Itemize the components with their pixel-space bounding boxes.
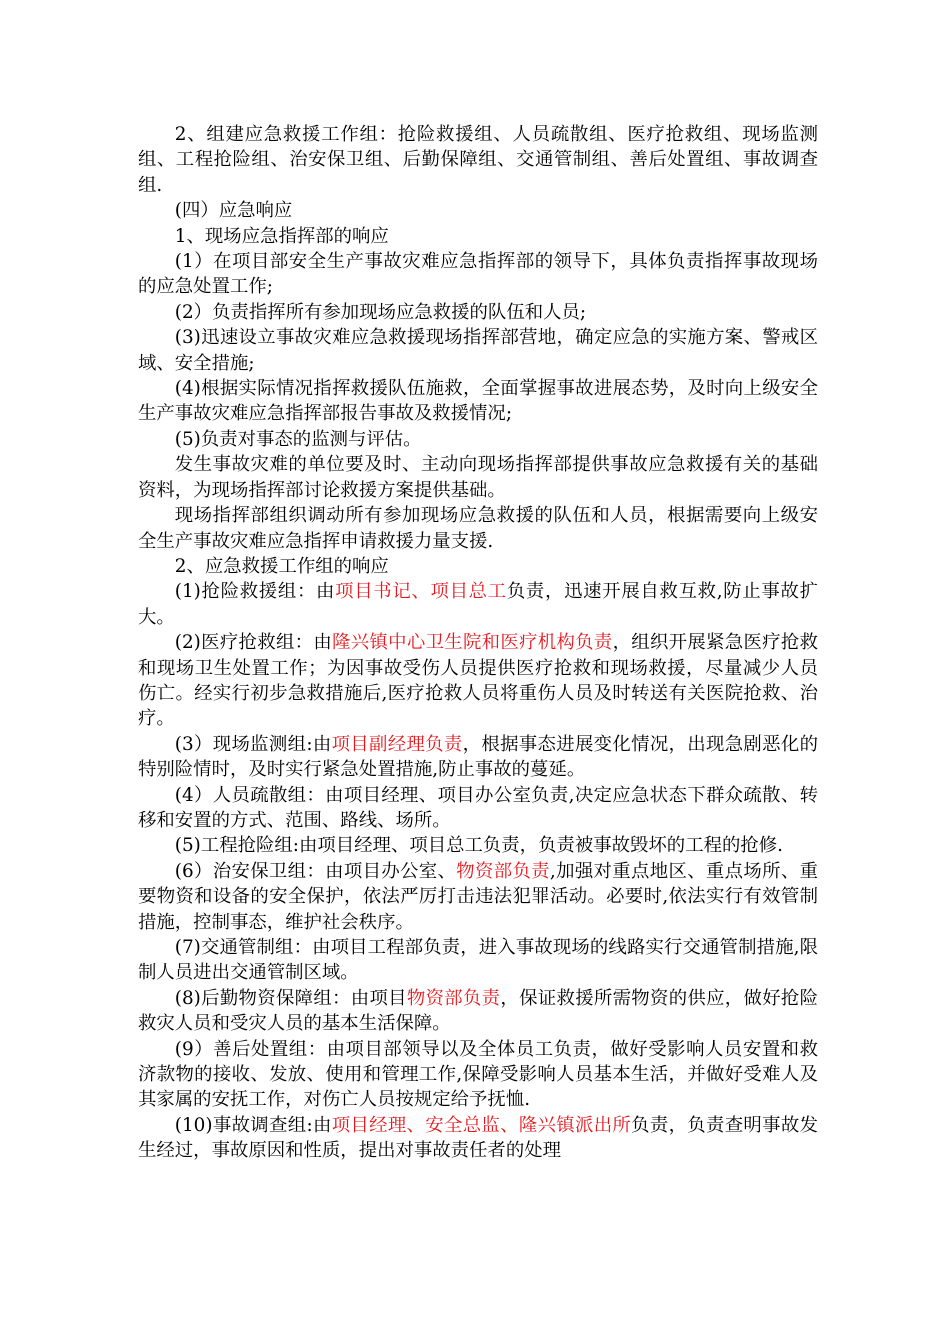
paragraph-text: (四）应急响应 — [174, 200, 293, 222]
paragraph-p8 — [138, 427, 818, 452]
paragraph-p19 — [138, 986, 818, 1037]
paragraph-text: (5)负责对事态的监测与评估。 — [174, 428, 422, 450]
paragraph-text: ，保证救援所需物资的供应，做好抢险救灾人员和受灾人员的基本生活保障。 — [138, 987, 818, 1035]
paragraph-text: (6）治安保卫组：由项目办公室、 — [174, 860, 457, 882]
paragraph-text: 负责，负责查明事故发生经过，事故原因和性质，提出对事故责任者的处理 — [138, 1114, 818, 1162]
paragraph-p10 — [138, 503, 818, 554]
paragraph-text: (9）善后处置组：由项目部领导以及全体员工负责，做好受影响人员安置和救济款物的接收、发放、使用和管理工作,保障受影响人员基本生活，并做好受难人及其家属的安抚工作，对伤亡人员按规定给予抚恤. — [138, 1038, 818, 1111]
paragraph-p7 — [138, 376, 818, 427]
paragraph-text: (1）在项目部安全生产事故灾难应急指挥部的领导下，具体负责指挥事故现场的应急处置工作; — [138, 251, 818, 298]
document-body — [138, 122, 818, 1164]
paragraph-p21 — [138, 1113, 818, 1164]
paragraph-p13 — [138, 630, 818, 732]
paragraph-text: ，组织开展紧急医疗抢救和现场卫生处置工作；为因事故受伤人员提供医疗抢救和现场救援，尽量减少人员伤亡。经实行初步急救措施后,医疗抢救人员将重伤人员及时转送有关医院抢救、治疗。 — [138, 632, 818, 730]
paragraph-text: (4）人员疏散组：由项目经理、项目办公室负责,决定应急状态下群众疏散、转移和安置的方式、范围、路线、场所。 — [138, 784, 818, 831]
paragraph-p17 — [138, 859, 818, 935]
paragraph-text: (3）现场监测组:由 — [174, 733, 332, 755]
paragraph-text: (1)抢险救援组：由 — [174, 581, 336, 603]
paragraph-p4 — [138, 249, 818, 300]
paragraph-p15 — [138, 783, 818, 834]
paragraph-p11 — [138, 554, 818, 579]
paragraph-text: 发生事故灾难的单位要及时、主动向现场指挥部提供事故应急救援有关的基础资料，为现场指挥部讨论救援方案提供基础。 — [138, 454, 818, 501]
paragraph-text: (3)迅速设立事故灾难应急救援现场指挥部营地，确定应急的实施方案、警戒区域、安全措施; — [138, 327, 818, 374]
paragraph-p9 — [138, 452, 818, 503]
paragraph-list — [138, 122, 818, 1164]
paragraph-text: ,加强对重点地区、重点场所、重要物资和设备的安全保护，依法严厉打击违法犯罪活动。必要时,依法实行有效管制措施，控制事态，维护社会秩序。 — [138, 860, 818, 933]
paragraph-text: 2、应急救援工作组的响应 — [174, 555, 389, 577]
paragraph-text: 1、现场应急指挥部的响应 — [174, 225, 389, 247]
paragraph-p5 — [138, 300, 818, 325]
paragraph-text: (5)工程抢险组:由项目经理、项目总工负责，负责被事故毁坏的工程的抢修. — [174, 835, 783, 857]
paragraph-text: 负责，迅速开展自救互救,防止事故扩大。 — [138, 581, 818, 628]
paragraph-p6 — [138, 325, 818, 376]
paragraph-text: 2、组建应急救援工作组：抢险救援组、人员疏散组、医疗抢救组、现场监测组、工程抢险组、治安保卫组、后勤保障组、交通管制组、善后处置组、事故调查组. — [138, 124, 818, 196]
paragraph-p12 — [138, 579, 818, 630]
paragraph-text: (8)后勤物资保障组：由项目 — [174, 987, 407, 1009]
paragraph-text: (7)交通管制组：由项目工程部负责，进入事故现场的线路实行交通管制措施,限制人员进出交通管制区域。 — [138, 937, 818, 984]
paragraph-p16 — [138, 833, 818, 858]
paragraph-p3 — [138, 224, 818, 249]
highlighted-text: 项目书记、项目总工 — [335, 581, 507, 603]
highlighted-text: 物资部负责 — [456, 860, 550, 882]
paragraph-text: ，根据事态进展变化情况，出现急剧恶化的特别险情时，及时实行紧急处置措施,防止事故的蔓延。 — [138, 733, 818, 781]
paragraph-text: (2)医疗抢救组：由 — [174, 632, 333, 654]
highlighted-text: 物资部负责 — [406, 987, 501, 1009]
paragraph-text: (4)根据实际情况指挥救援队伍施救，全面掌握事故进展态势，及时向上级安全生产事故灾难应急指挥部报告事故及救援情况; — [138, 378, 818, 425]
paragraph-p1 — [138, 122, 818, 198]
paragraph-text: 现场指挥部组织调动所有参加现场应急救援的队伍和人员，根据需要向上级安全生产事故灾难应急指挥申请救援力量支援. — [138, 505, 818, 552]
highlighted-text: 项目副经理负责 — [331, 733, 463, 755]
highlighted-text: 项目经理、安全总监、隆兴镇派出所 — [331, 1114, 632, 1136]
highlighted-text: 隆兴镇中心卫生院和医疗机构负责 — [332, 632, 613, 654]
paragraph-p14 — [138, 732, 818, 783]
paragraph-p20 — [138, 1037, 818, 1113]
paragraph-text: (2）负责指挥所有参加现场应急救援的队伍和人员; — [174, 301, 587, 323]
paragraph-p18 — [138, 935, 818, 986]
paragraph-p2 — [138, 198, 818, 223]
paragraph-text: (10)事故调查组:由 — [174, 1114, 332, 1136]
